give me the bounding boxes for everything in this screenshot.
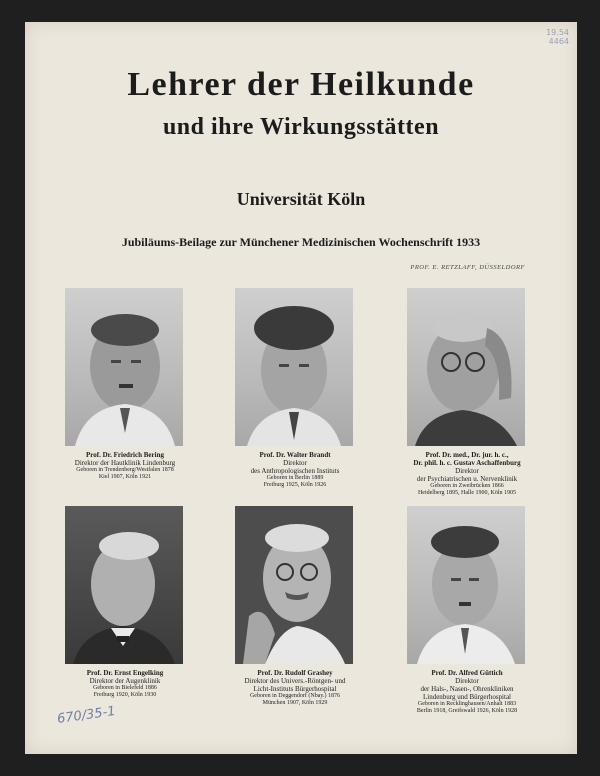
professor-caption [50,451,200,481]
professor-position: Direktor [455,677,479,685]
professor-name: Prof. Dr. Walter Brandt [259,451,331,459]
professor-birth: Geboren in Deggendorf (Nbay.) 1876 [249,693,341,699]
professor-career: Heidelberg 1895, Halle 1900, Köln 1905 [417,490,517,496]
portrait-photo [407,506,525,664]
professor-position: Direktor der Hautklinik Lindenburg [74,459,176,467]
professor-name: Prof. Dr. Rudolf Grashey [257,669,333,677]
portrait-photo [65,506,183,664]
professor-position: Licht-Instituts Bürgerhospital [253,685,337,693]
poster-title: Lehrer der Heilkunde [127,66,475,103]
professor-position: Direktor [283,459,307,467]
professor-career: München 1907, Köln 1929 [262,700,328,706]
professor-position: des Anthropologischen Instituts [250,467,340,475]
professor-name-continued: Dr. phil. h. c. Gustav Aschaffenburg [413,459,521,467]
professor-name: Prof. Dr. Alfred Güttich [431,669,503,677]
archive-number-line1: 19.54 [546,28,569,37]
professor-caption [220,669,370,707]
professor-position: Direktor der Augenklinik [89,677,161,685]
professor-caption [220,451,370,489]
photo-credit: PROF. E. RETZLAFF, DÜSSELDORF [410,264,525,271]
professor-birth: Geboren in Bielefeld 1886 [93,685,157,691]
professor-position: der Psychiatrischen u. Nervenklinik [416,475,518,483]
professor-caption [392,669,542,715]
professor-name: Prof. Dr. Ernst Engelking [86,669,164,677]
professor-position: Direktor des Univers.-Röntgen- und [244,677,346,685]
university-name: Universität Köln [236,189,366,209]
professor-position: Lindenburg und Bürgerhospital [422,693,511,701]
professor-position: Direktor [455,467,479,475]
archive-number [546,28,569,46]
professor-birth: Geboren in Zweibrücken 1866 [430,483,504,489]
professor-name: Prof. Dr. Friedrich Bering [86,451,164,459]
shelf-mark: 670/35-1 [56,703,117,728]
professor-career: Berlin 1918, Greifswald 1926, Köln 1928 [416,708,518,714]
professor-name: Prof. Dr. med., Dr. jur. h. c., [425,451,509,459]
professor-position: der Hals-, Nasen-, Ohrenkliniken [420,685,514,693]
archive-number-line2: 4464 [548,37,569,46]
professor-career: Freiburg 1920, Köln 1930 [93,692,157,698]
portrait-photo [235,288,353,446]
poster-subtitle: und ihre Wirkungsstätten [162,114,440,140]
professor-career: Freiburg 1925, Köln 1926 [263,482,327,488]
professor-caption [392,451,542,497]
portrait-photo [235,506,353,664]
portrait-photo [65,288,183,446]
portrait-photo [407,288,525,446]
professor-birth: Geboren in Berlin 1889 [266,475,324,481]
poster-sheet [25,22,577,754]
professor-birth: Geboren in Trendenberg/Westfalen 1878 [76,467,174,473]
publication-note: Jubiläums-Beilage zur Münchener Medizinischen Wochenschrift 1933 [121,235,481,249]
professor-caption [50,669,200,699]
professor-career: Kiel 1907, Köln 1921 [98,474,152,480]
professor-birth: Geboren in Recklinghausen/Anhalt 1883 [417,701,517,707]
